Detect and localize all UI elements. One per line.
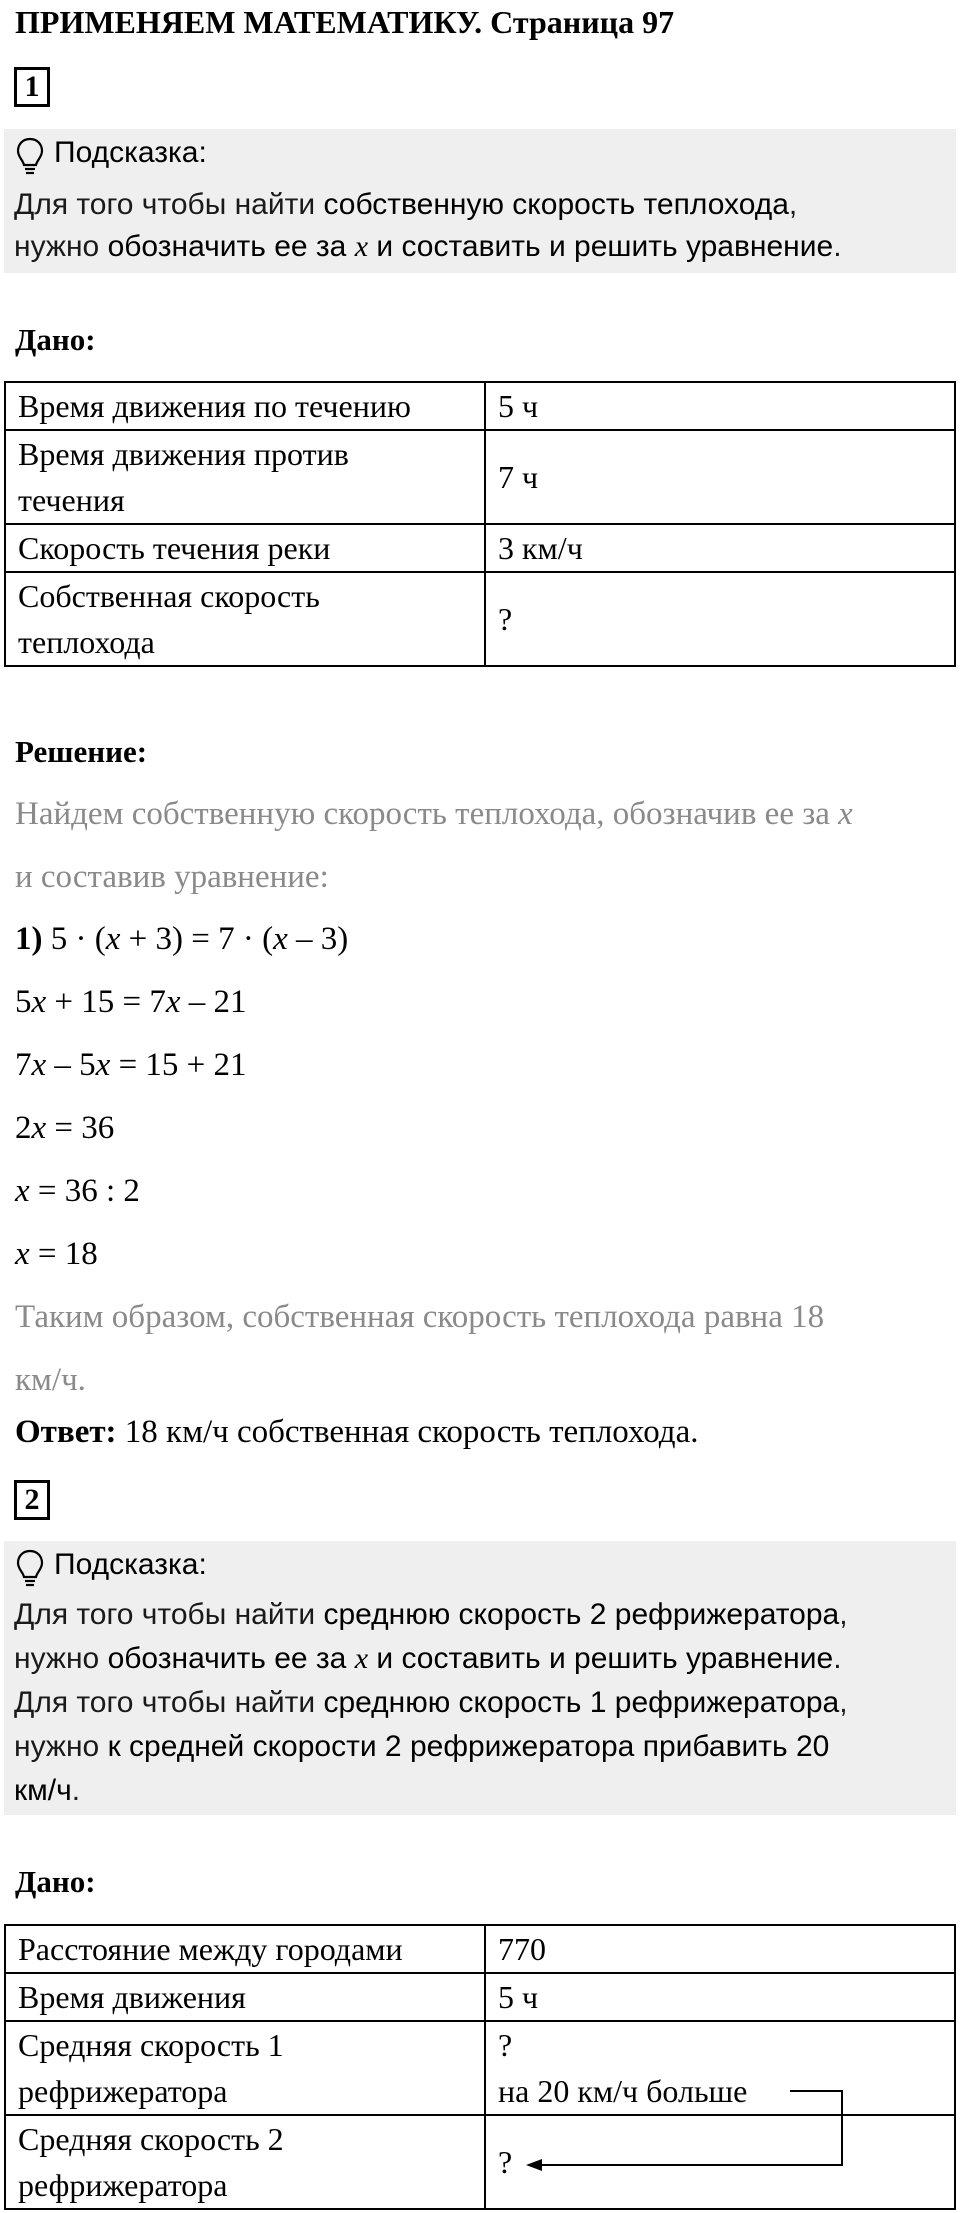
given-heading: Дано: xyxy=(15,322,96,357)
cell-text-line: рефрижератора xyxy=(18,2073,228,2109)
cell-text-line: 5 ч xyxy=(498,388,539,424)
given-table xyxy=(4,1924,956,2210)
table-cell-label xyxy=(5,572,485,666)
table-row xyxy=(5,572,955,666)
table-cell-label xyxy=(5,382,485,430)
lightbulb-icon xyxy=(16,137,44,177)
conclusion: км/ч. xyxy=(15,1362,86,1398)
cell-text-line: 5 ч xyxy=(498,1979,539,2015)
table-cell-value xyxy=(485,1973,955,2021)
cell-text-line: Скорость течения реки xyxy=(18,530,331,566)
cell-text-line: ? xyxy=(498,601,513,637)
equation: 7x – 5x = 15 + 21 xyxy=(15,1047,247,1083)
hint-label: Подсказка: xyxy=(54,136,207,169)
table-row xyxy=(5,2021,955,2115)
hint-text-line: нужно обозначить ее за x и составить и решить уравнение. xyxy=(14,1642,842,1675)
table-cell-value xyxy=(485,524,955,572)
equation: x = 36 : 2 xyxy=(15,1173,140,1209)
hint-label: Подсказка: xyxy=(54,1548,207,1581)
hint-text-line: нужно обозначить ее за x и составить и решить уравнение. xyxy=(14,230,842,263)
cell-text-line: 7 ч xyxy=(498,459,539,495)
solution-heading: Решение: xyxy=(15,734,148,769)
equation: 5x + 15 = 7x – 21 xyxy=(15,984,247,1020)
table-cell-value xyxy=(485,572,955,666)
cell-text-line: рефрижератора xyxy=(18,2167,228,2203)
equation: x = 18 xyxy=(15,1236,98,1272)
table-cell-label xyxy=(5,430,485,524)
table-cell-label xyxy=(5,2115,485,2209)
cell-text-line: Время движения по течению xyxy=(18,388,411,424)
hint-text-line: нужно к средней скорости 2 рефрижератора прибавить 20 xyxy=(14,1730,830,1763)
table-cell-label xyxy=(5,1925,485,1973)
cell-text-line: на 20 км/ч больше xyxy=(498,2073,748,2109)
table-cell-value xyxy=(485,382,955,430)
cell-text-line: ? xyxy=(498,2027,513,2063)
table-cell-value xyxy=(485,1925,955,1973)
cell-text-line: Средняя скорость 1 xyxy=(18,2027,284,2063)
lightbulb-icon xyxy=(16,1549,44,1589)
hint-text-line: Для того чтобы найти среднюю скорость 1 рефрижератора, xyxy=(14,1686,848,1719)
cell-text-line: Расстояние между городами xyxy=(18,1931,403,1967)
table-row xyxy=(5,2115,955,2209)
cell-text-line: Время движения xyxy=(18,1979,246,2015)
conclusion: Таким образом, собственная скорость теплохода равна 18 xyxy=(15,1299,825,1335)
hint-text-line: км/ч. xyxy=(14,1774,81,1807)
cell-text-line: теплохода xyxy=(18,624,155,660)
table-row xyxy=(5,1973,955,2021)
page-title: ПРИМЕНЯЕМ МАТЕМАТИКУ. Страница 97 xyxy=(15,4,675,40)
hint-box xyxy=(4,1541,956,1815)
cell-text-line: 770 xyxy=(498,1931,546,1967)
table-cell-label xyxy=(5,1973,485,2021)
table-cell-value xyxy=(485,2021,955,2115)
given-heading: Дано: xyxy=(15,1864,96,1899)
cell-text-line: Собственная скорость xyxy=(18,578,320,614)
table-cell-label xyxy=(5,2021,485,2115)
given-table xyxy=(4,381,956,667)
answer: Ответ: 18 км/ч собственная скорость теплохода. xyxy=(15,1414,699,1450)
solution-intro: Найдем собственную скорость теплохода, обозначив ее за x xyxy=(15,796,853,832)
cell-text-line: Время движения против xyxy=(18,436,349,472)
hint-box xyxy=(4,129,956,273)
cell-text-line: 3 км/ч xyxy=(498,530,583,566)
task-number-badge: 1 xyxy=(14,67,50,107)
cell-text-line: течения xyxy=(18,482,125,518)
cell-text-line: Средняя скорость 2 xyxy=(18,2121,284,2157)
equation: 2x = 36 xyxy=(15,1110,115,1146)
table-row xyxy=(5,382,955,430)
table-cell-value xyxy=(485,430,955,524)
solution-intro: и составив уравнение: xyxy=(15,859,329,895)
task-number-badge: 2 xyxy=(14,1480,50,1520)
table-cell-value xyxy=(485,2115,955,2209)
hint-text-line: Для того чтобы найти собственную скорость теплохода, xyxy=(14,188,798,221)
table-row xyxy=(5,524,955,572)
table-cell-label xyxy=(5,524,485,572)
cell-text-line: ? xyxy=(498,2144,513,2180)
table-row xyxy=(5,430,955,524)
hint-text-line: Для того чтобы найти среднюю скорость 2 рефрижератора, xyxy=(14,1598,848,1631)
table-row xyxy=(5,1925,955,1973)
equation: 1) 5 · (x + 3) = 7 · (x – 3) xyxy=(15,921,349,957)
